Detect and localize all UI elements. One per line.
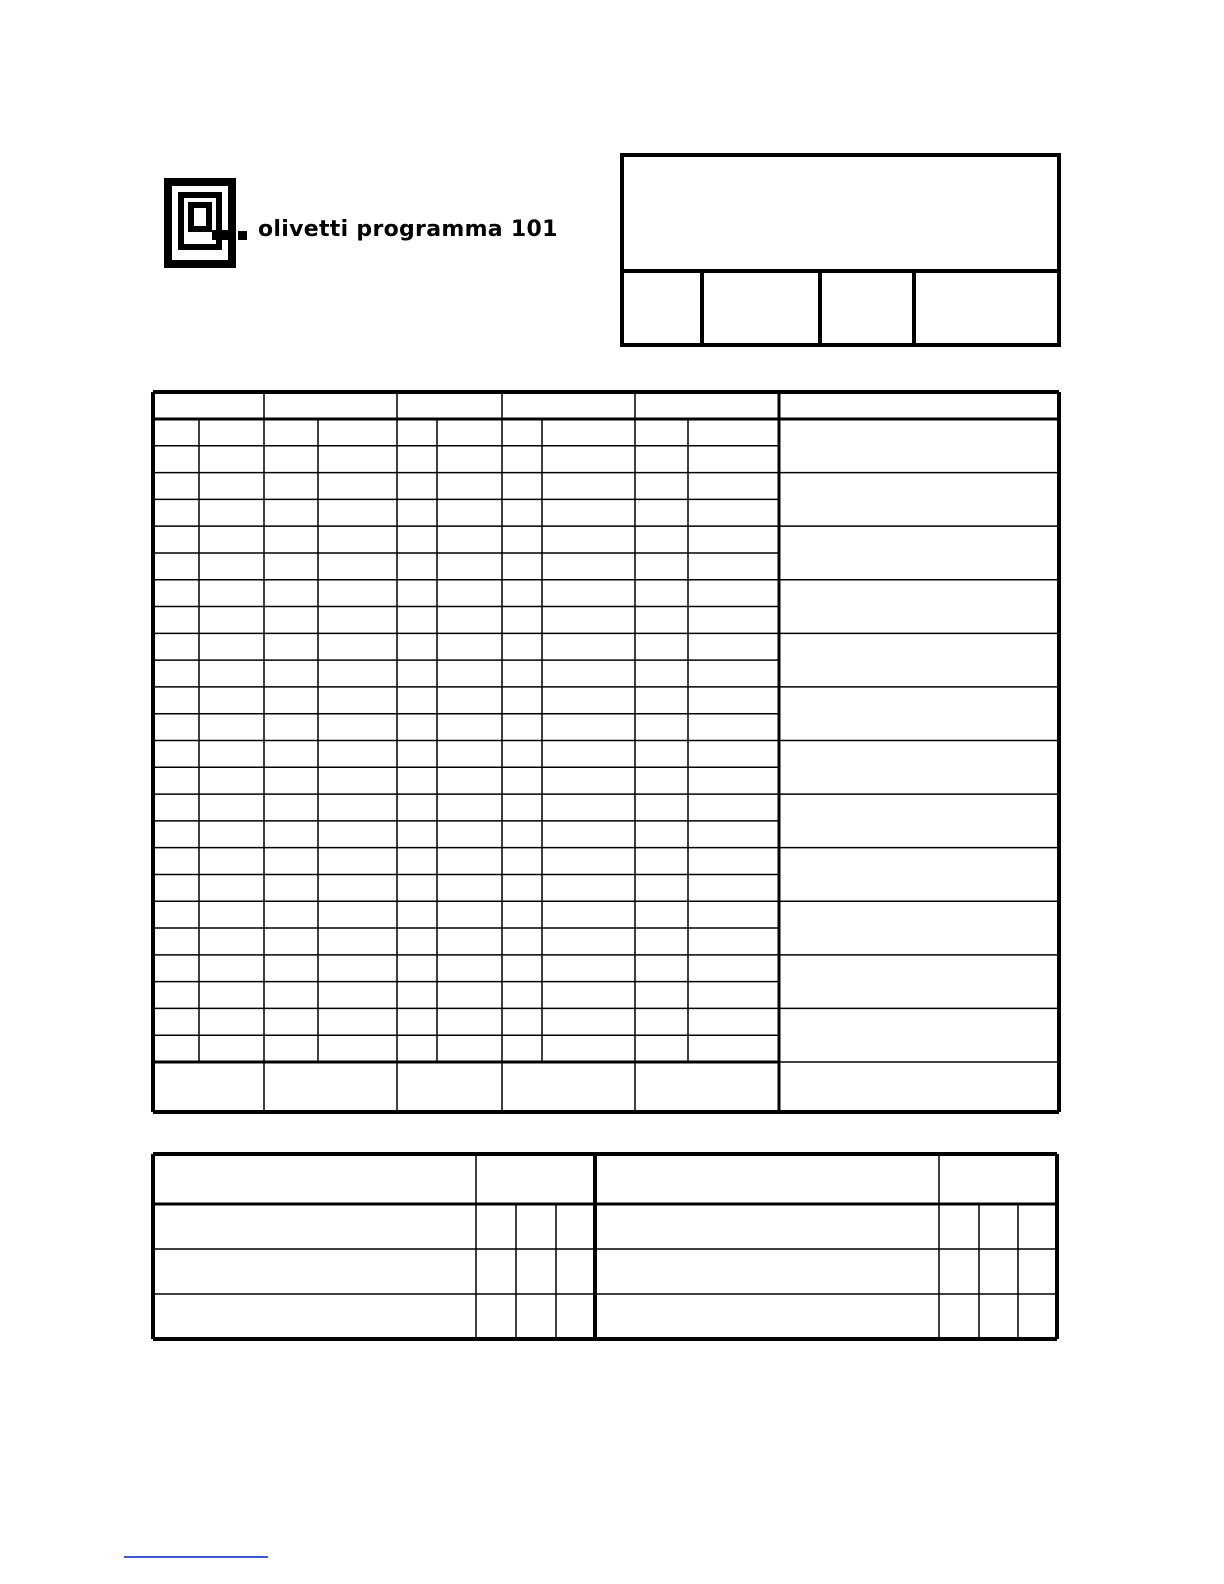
- olivetti-square-logo-icon: [160, 175, 260, 275]
- program-instruction-grid[interactable]: [151, 390, 1061, 1114]
- olivetti-logo: [160, 175, 560, 275]
- program-title-box: [620, 153, 1061, 347]
- brand-name: olivetti programma 101: [258, 217, 558, 242]
- footer-link-underline[interactable]: [124, 1556, 268, 1558]
- program-title-field[interactable]: [624, 157, 1057, 273]
- title-box-field-2[interactable]: [700, 273, 822, 343]
- title-box-field-4[interactable]: [912, 273, 1057, 343]
- title-box-field-1[interactable]: [624, 273, 700, 343]
- title-box-field-3[interactable]: [818, 273, 916, 343]
- register-table[interactable]: [151, 1152, 1059, 1341]
